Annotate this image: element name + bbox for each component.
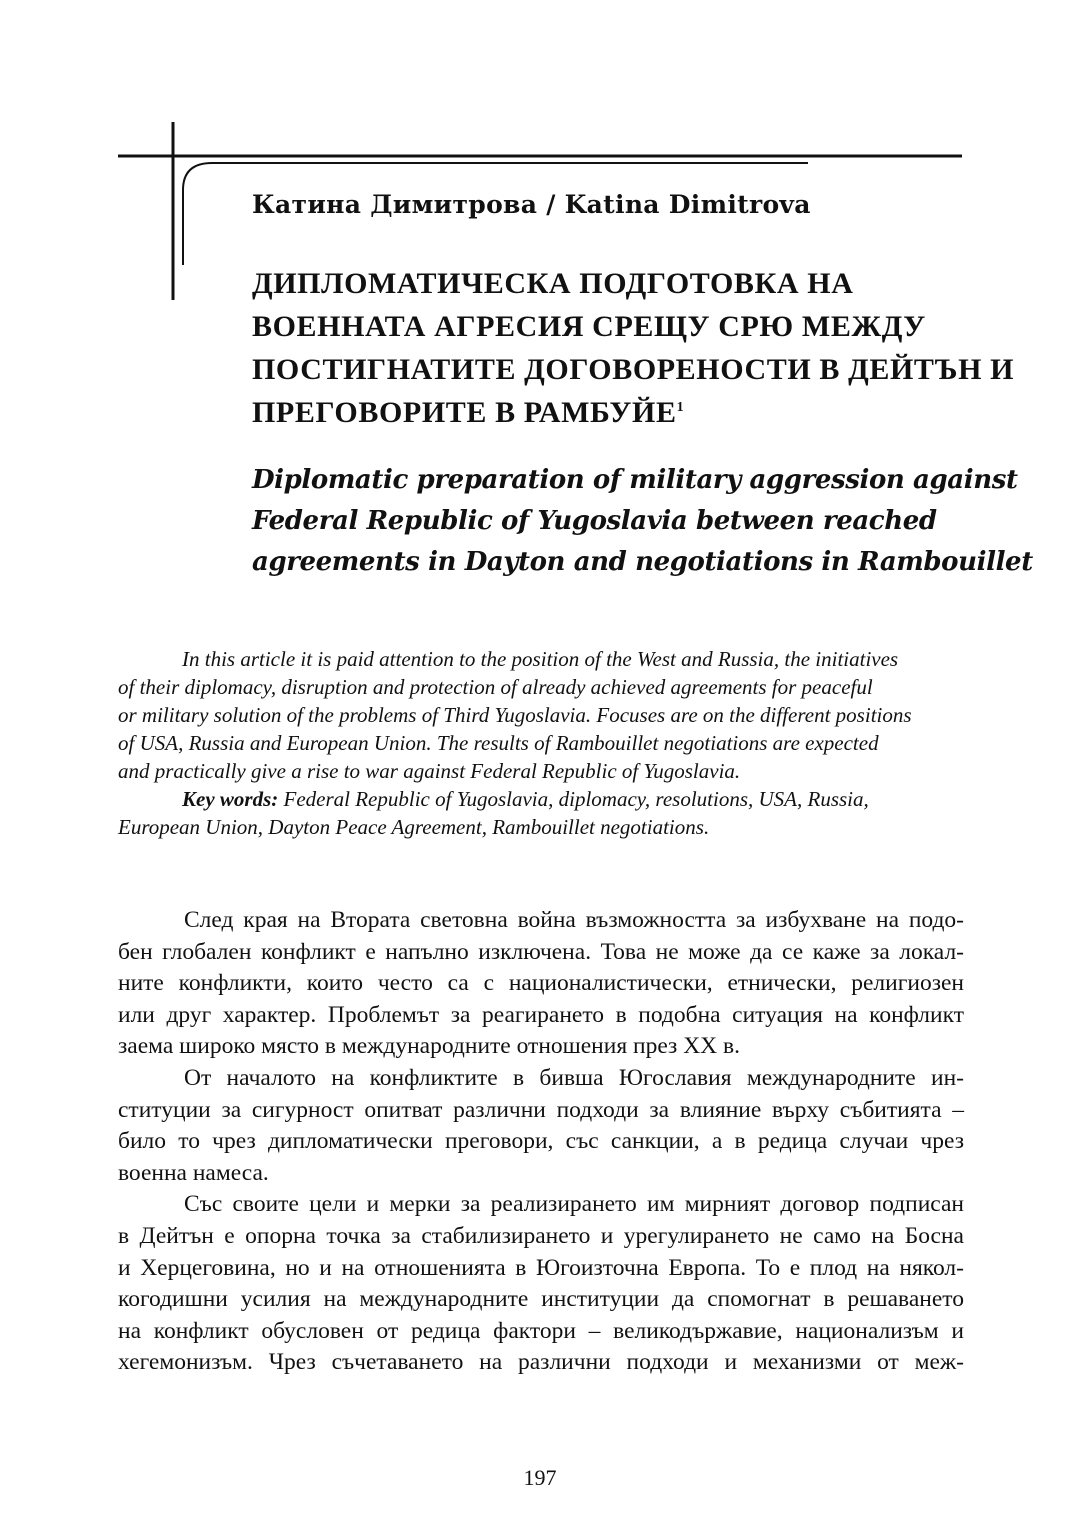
title-bg-line-text: ПРЕГОВОРИТЕ В РАМБУЙЕ xyxy=(252,396,677,429)
footnote-marker[interactable]: 1 xyxy=(676,400,685,415)
body-line: и Херцеговина, но и на отношенията в Югоизточна Европа. То е плод на някол- xyxy=(118,1254,964,1281)
body-line: Със своите цели и мерки за реализирането им мирният договор подписан xyxy=(184,1191,964,1218)
body-line: хегемонизъм. Чрез съчетаването на различни подходи и механизми от меж- xyxy=(118,1349,964,1376)
title-bg-line: ПОСТИГНАТИТЕ ДОГОВОРЕНОСТИ В ДЕЙТЪН И xyxy=(252,353,1015,386)
title-en-line: Federal Republic of Yugoslavia between reached xyxy=(252,506,937,536)
body-line: когодишни усилия на международните институции да спомогнат в решаването xyxy=(118,1286,964,1313)
keywords-line xyxy=(118,785,964,813)
author-name: Катина Димитрова / Katina Dimitrova xyxy=(252,190,811,219)
body-line: в Дейтън е опорна точка за стабилизирането и урегулирането не само на Босна xyxy=(118,1222,964,1249)
abstract-line: of their diplomacy, disruption and protection of already achieved agreements for peaceful xyxy=(118,675,873,699)
page-number: 197 xyxy=(523,1465,557,1490)
keywords-line: European Union, Dayton Peace Agreement, Rambouillet negotiations. xyxy=(118,815,710,839)
title-english xyxy=(252,460,1033,583)
abstract-line: of USA, Russia and European Union. The results of Rambouillet negotiations are expected xyxy=(118,731,879,755)
body-text xyxy=(118,905,964,1379)
title-en-line: Diplomatic preparation of military aggression against xyxy=(252,465,1018,495)
abstract xyxy=(118,645,964,841)
body-line: или друг характер. Проблемът за реагирането в подобна ситуация на конфликт xyxy=(118,1001,964,1028)
keywords-label: Key words: xyxy=(182,787,279,811)
body-line: От началото на конфликтите в бивша Югославия международните ин- xyxy=(184,1064,964,1091)
body-line: било то чрез дипломатически преговори, със санкции, а в редица случаи чрез xyxy=(118,1128,964,1155)
title-bg-line: ДИПЛОМАТИЧЕСКА ПОДГОТОВКА НА xyxy=(252,267,854,300)
title-bg-line: ВОЕННАТА АГРЕСИЯ СРЕЩУ СРЮ МЕЖДУ xyxy=(252,310,926,343)
body-line: бен глобален конфликт е напълно изключена. Това не може да се каже за локал- xyxy=(118,938,964,965)
title-en-line: agreements in Dayton and negotiations in Rambouillet xyxy=(252,547,1033,577)
keywords-text: Federal Republic of Yugoslavia, diplomacy, resolutions, USA, Russia, xyxy=(278,787,869,811)
abstract-line: and practically give a rise to war against Federal Republic of Yugoslavia. xyxy=(118,759,741,783)
title-bulgarian xyxy=(252,262,1015,434)
body-line: След края на Втората световна война възможността за избухване на подо- xyxy=(184,907,964,933)
body-line: на конфликт обусловен от редица фактори – великодържавие, национализъм и xyxy=(118,1317,964,1344)
title-bg-line-last xyxy=(252,391,982,434)
body-line: ните конфликти, които често са с националистически, етнически, религиозен xyxy=(118,970,964,997)
abstract-line: In this article it is paid attention to the position of the West and Russia, the initiatives xyxy=(182,647,899,671)
body-line: заема широко място в международните отношения през ХХ в. xyxy=(118,1033,740,1060)
body-line: военна намеса. xyxy=(118,1159,269,1186)
body-line: ституции за сигурност опитват различни подходи за влияние върху събитията – xyxy=(118,1096,964,1123)
abstract-line: or military solution of the problems of Third Yugoslavia. Focuses are on the different positions xyxy=(118,703,912,727)
